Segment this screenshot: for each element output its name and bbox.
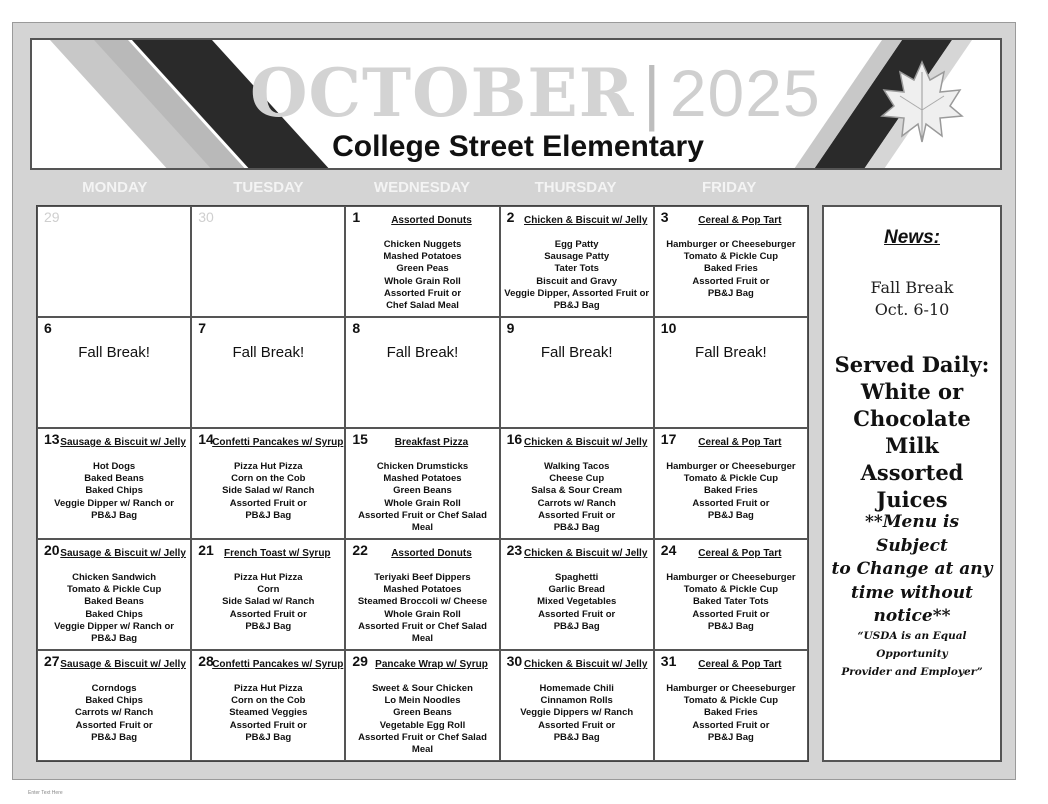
menu-items <box>348 461 496 534</box>
menu-item: PB&J Bag <box>553 731 600 743</box>
menu-items <box>657 683 805 744</box>
menu-item: Mashed Potatoes <box>383 584 462 596</box>
day-number: 30 <box>506 653 523 669</box>
menu-item: Carrots w/ Ranch <box>75 707 154 719</box>
menu-item: Sausage Patty <box>544 251 610 263</box>
day-number: 24 <box>660 542 677 558</box>
calendar-grid <box>36 205 809 762</box>
menu-item: Assorted Fruit or <box>692 608 770 620</box>
menu-item: Assorted Fruit or <box>692 275 770 287</box>
menu-item: Corn on the Cob <box>231 695 306 707</box>
day-number: 30 <box>198 209 214 225</box>
menu-item: Garlic Bread <box>548 584 605 596</box>
day-header-wednesday: WEDNESDAY <box>373 179 471 196</box>
menu-item: Teriyaki Beef Dippers <box>374 572 471 583</box>
menu-item: PB&J Bag <box>91 509 138 521</box>
menu-item: Whole Grain Roll <box>384 275 461 287</box>
menu-item: Baked Beans <box>84 473 144 485</box>
breakfast-feature: Cereal & Pop Tart <box>698 548 782 559</box>
usda-statement <box>830 627 994 681</box>
menu-item: Mashed Potatoes <box>383 251 462 263</box>
day-number: 13 <box>44 431 60 447</box>
menu-item: Baked Chips <box>85 695 143 707</box>
menu-item: Veggie Dipper w/ Ranch or <box>54 620 175 632</box>
day-cell <box>191 428 345 539</box>
day-number: 9 <box>506 320 515 336</box>
notice-line: time without <box>851 582 973 603</box>
day-cell <box>37 317 191 428</box>
menu-item: Hamburger or Cheeseburger <box>666 572 796 583</box>
menu-item: Side Salad w/ Ranch <box>222 596 315 608</box>
menu-item: Cheese Cup <box>549 473 605 485</box>
menu-item: Baked Chips <box>85 608 143 620</box>
breakfast-feature: Cereal & Pop Tart <box>698 215 782 226</box>
menu-item: Steamed Broccoli w/ Cheese <box>357 596 488 608</box>
menu-item: Tomato & Pickle Cup <box>683 695 779 707</box>
menu-items <box>40 683 188 744</box>
menu-item: Veggie Dipper, Assorted Fruit or <box>504 287 650 299</box>
menu-item: PB&J Bag <box>91 731 138 743</box>
day-header-monday: MONDAY <box>82 179 148 196</box>
menu-item: Assorted Fruit or <box>538 608 616 620</box>
served-line: Served Daily: <box>834 352 990 377</box>
breakfast-feature: Assorted Donuts <box>391 548 472 559</box>
served-line: White or <box>860 379 964 404</box>
menu-item: Hamburger or Cheeseburger <box>666 461 796 472</box>
menu-item: Baked Fries <box>703 707 758 719</box>
day-number: 28 <box>198 653 214 669</box>
day-cell <box>654 428 808 539</box>
day-number: 29 <box>44 209 60 225</box>
day-cell <box>37 428 191 539</box>
usda-line: Provider and Employer” <box>841 666 983 678</box>
menu-item: Chicken Nuggets <box>383 239 462 250</box>
menu-item: PB&J Bag <box>707 509 754 521</box>
menu-items <box>40 461 188 522</box>
menu-items <box>657 461 805 522</box>
day-cell <box>191 206 345 317</box>
breakfast-feature: Sausage & Biscuit w/ Jelly <box>60 437 186 448</box>
day-cell <box>37 539 191 650</box>
menu-item: Assorted Fruit or Chef Salad <box>358 731 487 743</box>
menu-item: PB&J Bag <box>553 620 600 632</box>
day-number: 6 <box>44 320 52 336</box>
menu-item: Pizza Hut Pizza <box>233 461 303 472</box>
menu-item: Assorted Fruit or Chef Salad <box>358 620 487 632</box>
day-number: 29 <box>352 653 368 669</box>
menu-item: Spaghetti <box>555 572 599 583</box>
fall-break-label: Fall Break! <box>540 344 613 361</box>
day-number: 21 <box>198 542 214 558</box>
menu-item: Mashed Potatoes <box>383 473 462 485</box>
menu-items <box>503 683 651 744</box>
menu-item: Tomato & Pickle Cup <box>683 251 779 263</box>
menu-item: Hamburger or Cheeseburger <box>666 239 796 250</box>
day-number: 7 <box>198 320 206 336</box>
day-number: 23 <box>506 542 523 558</box>
month-label: OCTOBER <box>250 54 635 132</box>
day-cell <box>345 428 499 539</box>
menu-item: PB&J Bag <box>245 509 292 521</box>
day-number: 1 <box>352 209 361 225</box>
menu-item: PB&J Bag <box>707 287 754 299</box>
fall-break-label: Fall Break! <box>232 344 305 361</box>
menu-item: Biscuit and Gravy <box>536 275 618 287</box>
menu-items <box>657 239 805 300</box>
menu-item: PB&J Bag <box>245 731 292 743</box>
menu-items <box>348 572 496 645</box>
menu-item: Assorted Fruit or <box>538 719 616 731</box>
breakfast-feature: Pancake Wrap w/ Syrup <box>375 659 488 670</box>
menu-item: Veggie Dippers w/ Ranch <box>520 707 634 719</box>
menu-item: Tomato & Pickle Cup <box>683 584 779 596</box>
menu-item: Assorted Fruit or <box>383 287 462 299</box>
day-cell <box>191 539 345 650</box>
menu-item: Baked Beans <box>84 596 144 608</box>
banner-title <box>250 54 821 132</box>
day-cell <box>500 317 654 428</box>
breakfast-feature: Confetti Pancakes w/ Syrup <box>212 437 344 448</box>
weekday-header-row <box>38 176 806 200</box>
day-number: 2 <box>506 209 515 225</box>
notice-line: to Change at any <box>831 559 993 579</box>
menu-item: Cinnamon Rolls <box>540 695 613 707</box>
menu-item: Side Salad w/ Ranch <box>222 485 315 497</box>
news-title: News: <box>884 227 940 248</box>
menu-item: Egg Patty <box>554 239 599 250</box>
day-number: 31 <box>660 653 677 669</box>
day-cell <box>500 206 654 317</box>
menu-item: PB&J Bag <box>553 300 600 312</box>
menu-item: Whole Grain Roll <box>384 497 461 509</box>
day-cell <box>500 428 654 539</box>
day-number: 27 <box>44 653 60 669</box>
menu-item: Vegetable Egg Roll <box>379 719 466 731</box>
menu-item: Assorted Fruit or <box>229 719 307 731</box>
breakfast-feature: French Toast w/ Syrup <box>224 548 331 559</box>
served-daily-note <box>824 351 1000 513</box>
menu-items <box>194 461 342 522</box>
menu-item: Salsa & Sour Cream <box>531 485 623 497</box>
menu-item: Chicken Sandwich <box>72 572 157 583</box>
menu-item: Carrots w/ Ranch <box>537 497 616 509</box>
menu-item: Pizza Hut Pizza <box>233 683 303 694</box>
day-cell <box>345 317 499 428</box>
menu-item: Green Peas <box>396 263 449 275</box>
menu-items <box>503 239 651 312</box>
menu-items <box>194 683 342 744</box>
menu-item: Steamed Veggies <box>229 707 308 719</box>
day-number: 22 <box>352 542 368 558</box>
fall-break-label: Fall Break! <box>78 344 150 361</box>
menu-item: PB&J Bag <box>707 620 754 632</box>
day-cell <box>345 206 499 317</box>
breakfast-feature: Chicken & Biscuit w/ Jelly <box>524 215 648 226</box>
day-number: 17 <box>660 431 677 447</box>
served-line: Juices <box>876 487 948 512</box>
menu-item: Sweet & Sour Chicken <box>372 683 473 694</box>
menu-item: Hamburger or Cheeseburger <box>666 683 796 694</box>
menu-items <box>40 572 188 645</box>
menu-item: Whole Grain Roll <box>384 608 461 620</box>
menu-item: Pizza Hut Pizza <box>233 572 303 583</box>
fall-break-title: Fall Break <box>870 278 954 297</box>
notice-line: **Menu is Subject <box>864 512 960 556</box>
year-label: 2025 <box>669 56 821 130</box>
menu-item: PB&J Bag <box>245 620 292 632</box>
day-cell <box>654 539 808 650</box>
day-cell <box>191 317 345 428</box>
menu-item: Baked Fries <box>703 263 758 275</box>
menu-item: Walking Tacos <box>543 461 610 472</box>
day-number: 16 <box>506 431 523 447</box>
menu-item: Assorted Fruit or <box>692 497 770 509</box>
breakfast-feature: Chicken & Biscuit w/ Jelly <box>524 548 648 559</box>
menu-item: Chef Salad Meal <box>386 300 459 312</box>
breakfast-feature: Chicken & Biscuit w/ Jelly <box>524 437 648 448</box>
day-cell <box>37 206 191 317</box>
menu-item: Meal <box>411 633 434 645</box>
usda-line: “USDA is an Equal Opportunity <box>857 630 967 660</box>
menu-items <box>503 461 651 534</box>
menu-item: Tomato & Pickle Cup <box>66 584 162 596</box>
menu-item: Baked Tater Tots <box>693 596 769 608</box>
menu-item: Assorted Fruit or <box>75 719 153 731</box>
menu-item: Green Beans <box>393 707 452 719</box>
breakfast-feature: Chicken & Biscuit w/ Jelly <box>524 659 648 670</box>
fall-break-label: Fall Break! <box>695 344 767 361</box>
day-cell <box>654 317 808 428</box>
day-cell <box>345 650 499 761</box>
breakfast-feature: Sausage & Biscuit w/ Jelly <box>60 659 186 670</box>
day-cell <box>654 650 808 761</box>
day-cell <box>37 650 191 761</box>
menu-item: PB&J Bag <box>91 633 138 645</box>
fall-break-note <box>824 277 1000 321</box>
menu-items <box>194 572 342 633</box>
menu-item: Tomato & Pickle Cup <box>683 473 779 485</box>
day-number: 10 <box>660 320 677 336</box>
menu-change-notice <box>830 511 994 629</box>
header-banner <box>30 38 1002 170</box>
served-line: Assorted <box>860 460 964 485</box>
notice-line: notice** <box>873 606 951 626</box>
served-line: Chocolate Milk <box>853 406 971 458</box>
day-cell <box>500 650 654 761</box>
menu-item: Veggie Dipper w/ Ranch or <box>54 497 175 509</box>
breakfast-feature: Sausage & Biscuit w/ Jelly <box>60 548 186 559</box>
day-cell <box>191 650 345 761</box>
day-header-friday: FRIDAY <box>701 179 757 196</box>
menu-item: Baked Chips <box>85 485 143 497</box>
breakfast-feature: Assorted Donuts <box>391 215 472 226</box>
fall-break-dates: Oct. 6-10 <box>874 300 950 319</box>
day-cell <box>345 539 499 650</box>
menu-item: PB&J Bag <box>553 522 600 534</box>
day-number: 20 <box>44 542 60 558</box>
school-name: College Street Elementary <box>332 130 704 163</box>
menu-items <box>348 683 496 756</box>
menu-item: Mixed Vegetables <box>537 596 617 608</box>
menu-item: Baked Fries <box>703 485 758 497</box>
menu-item: Tater Tots <box>554 263 599 275</box>
day-number: 14 <box>198 431 214 447</box>
fall-break-label: Fall Break! <box>386 344 459 361</box>
footnote-text: Enter Text Here <box>28 790 63 796</box>
menu-item: Green Beans <box>393 485 452 497</box>
menu-item: Corndogs <box>91 683 137 694</box>
menu-item: PB&J Bag <box>707 731 754 743</box>
menu-item: Assorted Fruit or <box>538 509 616 521</box>
day-header-tuesday: TUESDAY <box>233 179 304 196</box>
breakfast-feature: Cereal & Pop Tart <box>698 437 782 448</box>
menu-item: Assorted Fruit or <box>692 719 770 731</box>
news-panel <box>822 205 1002 762</box>
menu-items <box>348 239 496 312</box>
day-cell <box>654 206 808 317</box>
menu-item: Assorted Fruit or <box>229 497 307 509</box>
day-header-thursday: THURSDAY <box>534 179 617 196</box>
day-number: 8 <box>352 320 361 336</box>
menu-item: Chicken Drumsticks <box>376 461 469 472</box>
breakfast-feature: Cereal & Pop Tart <box>698 659 782 670</box>
menu-items <box>657 572 805 633</box>
breakfast-feature: Confetti Pancakes w/ Syrup <box>212 659 344 670</box>
menu-item: Corn on the Cob <box>231 473 306 485</box>
day-cell <box>500 539 654 650</box>
menu-item: Meal <box>411 744 434 756</box>
breakfast-feature: Breakfast Pizza <box>394 437 469 448</box>
menu-item: Meal <box>411 522 434 534</box>
menu-item: Hot Dogs <box>92 461 136 472</box>
title-separator: | <box>640 55 664 132</box>
day-number: 3 <box>660 209 669 225</box>
menu-item: Corn <box>257 584 280 596</box>
menu-item: Homemade Chili <box>539 683 614 694</box>
menu-item: Lo Mein Noodles <box>384 695 461 707</box>
menu-item: Assorted Fruit or Chef Salad <box>358 509 487 521</box>
menu-item: Assorted Fruit or <box>229 608 307 620</box>
day-number: 15 <box>352 431 368 447</box>
menu-items <box>503 572 651 633</box>
